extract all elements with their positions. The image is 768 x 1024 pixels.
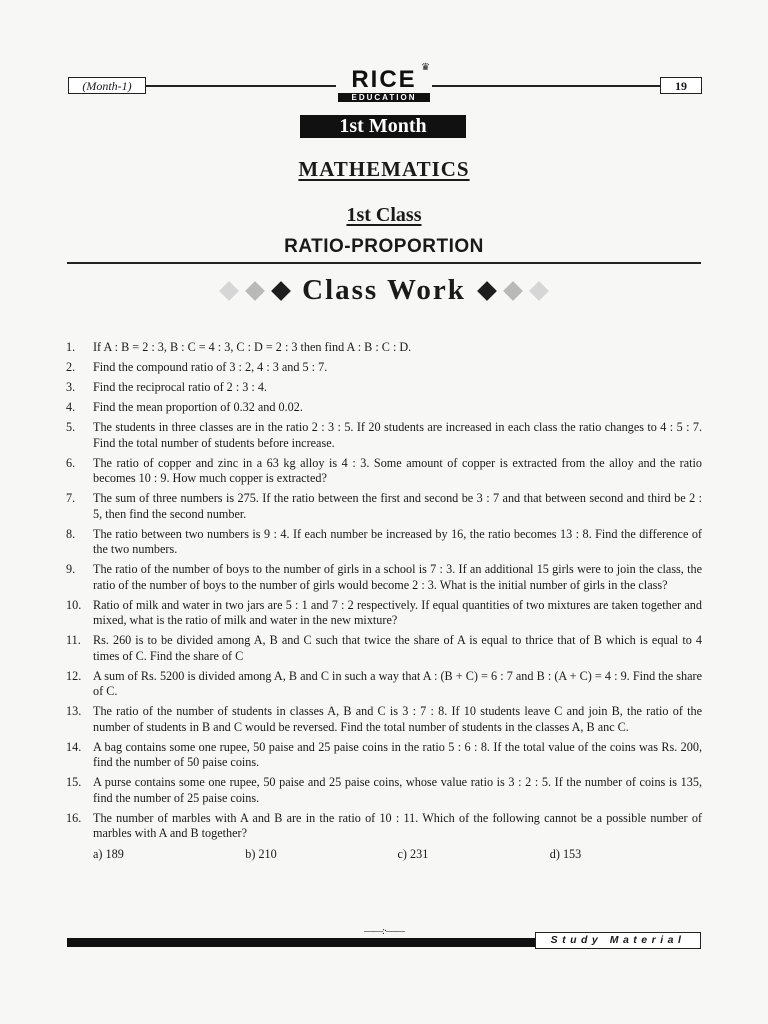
question-item bbox=[66, 562, 702, 593]
question-number: 11. bbox=[66, 633, 81, 647]
subject-title bbox=[0, 157, 768, 182]
question-item bbox=[66, 456, 702, 487]
question-number: 2. bbox=[66, 360, 76, 374]
question-item bbox=[66, 400, 702, 416]
class-work-heading bbox=[0, 274, 768, 310]
question-number: 6. bbox=[66, 455, 76, 470]
question-text: Find the mean proportion of 0.32 and 0.02. bbox=[93, 400, 303, 414]
diamond-icon bbox=[477, 281, 497, 301]
diamond-icon bbox=[245, 281, 265, 301]
question-text: If A : B = 2 : 3, B : C = 4 : 3, C : D = 2 : 3 then find A : B : C : D. bbox=[93, 340, 412, 354]
question-number: 8. bbox=[66, 526, 76, 541]
question-text: Find the reciprocal ratio of 2 : 3 : 4. bbox=[93, 380, 267, 394]
month-badge: 1st Month bbox=[300, 115, 466, 138]
question-item bbox=[66, 633, 702, 664]
question-item bbox=[66, 704, 702, 735]
rice-logo bbox=[334, 62, 434, 104]
question-number: 16. bbox=[66, 810, 82, 825]
question-number: 10. bbox=[66, 597, 82, 612]
question-item bbox=[66, 527, 702, 558]
option-a: a) 189 bbox=[93, 847, 124, 861]
diamond-icon bbox=[219, 281, 239, 301]
question-text: The ratio of the number of boys to the number of girls in a school is 7 : 3. If an additional 15 girls were to join the class, the ratio of the number of boys to the number of girls would become 2 : 3. What is the initial number of girls in the class? bbox=[93, 562, 702, 592]
diamond-icon bbox=[271, 281, 291, 301]
question-text: Find the compound ratio of 3 : 2, 4 : 3 and 5 : 7. bbox=[93, 360, 328, 374]
option-c: c) 231 bbox=[397, 847, 429, 861]
question-item bbox=[66, 740, 702, 771]
question-text: The sum of three numbers is 275. If the ratio between the first and second be 3 : 7 and that between second and third be 2 : 5, then find the second number. bbox=[93, 491, 702, 521]
footer-bar bbox=[67, 938, 535, 947]
title-divider bbox=[67, 262, 701, 264]
question-number: 12. bbox=[66, 668, 82, 683]
option-b: b) 210 bbox=[245, 847, 277, 861]
question-item bbox=[66, 811, 702, 842]
question-text: A bag contains some one rupee, 50 paise and 25 paise coins in the ratio 5 : 6 : 8. If the total value of the coins was Rs. 200, find the number of 50 paise coins. bbox=[93, 739, 702, 769]
option-d: d) 153 bbox=[549, 847, 582, 861]
header-rule-left bbox=[146, 85, 336, 87]
question-item bbox=[66, 380, 702, 396]
question-item bbox=[66, 340, 702, 356]
section-title: Class Work bbox=[302, 274, 466, 306]
logo-main-text: RICE bbox=[351, 66, 417, 93]
header-rule-right bbox=[432, 85, 660, 87]
question-item bbox=[66, 775, 702, 806]
question-item bbox=[66, 598, 702, 629]
question-item bbox=[66, 360, 702, 376]
question-number: 14. bbox=[66, 739, 82, 754]
question-text: The ratio of copper and zinc in a 63 kg alloy is 4 : 3. Some amount of copper is extracted from the alloy and the ratio becomes 10 : 9. How much copper is extracted? bbox=[93, 455, 702, 485]
question-item bbox=[66, 491, 702, 522]
diamond-icon bbox=[503, 281, 523, 301]
class-title bbox=[0, 204, 768, 227]
question-number: 7. bbox=[66, 491, 76, 505]
question-number: 13. bbox=[66, 704, 82, 718]
footer-label: Study Material bbox=[535, 932, 701, 949]
question-text: The ratio of the number of students in classes A, B and C is 3 : 7 : 8. If 10 students leave C and join B, the ratio of the number of students in B and C would be reversed. Find the total number of students in the classes A, B anc C. bbox=[93, 704, 702, 734]
answer-options bbox=[66, 846, 702, 862]
footer-mark: ——:·—— bbox=[363, 926, 405, 937]
question-text: A sum of Rs. 5200 is divided among A, B and C in such a way that A : (B + C) = 6 : 7 and B : (A + C) = 4 : 9. Find the share of C. bbox=[93, 668, 702, 698]
class-title-text: 1st Class bbox=[346, 204, 422, 226]
question-text: The ratio between two numbers is 9 : 4. If each number be increased by 16, the ratio becomes 13 : 8. Find the difference of the two numbers. bbox=[93, 526, 702, 556]
question-number: 15. bbox=[66, 775, 82, 789]
question-number: 9. bbox=[66, 562, 76, 576]
topic-title: RATIO-PROPORTION bbox=[284, 236, 484, 257]
question-item bbox=[66, 420, 702, 451]
crown-icon: ♛ bbox=[421, 62, 430, 73]
question-text: Rs. 260 is to be divided among A, B and C such that twice the share of A is equal to thrice that of B which is equal to 4 times of C. Find the share of C bbox=[93, 633, 702, 663]
question-item bbox=[66, 669, 702, 700]
question-list bbox=[66, 340, 702, 862]
question-number: 5. bbox=[66, 420, 76, 434]
month-label: (Month-1) bbox=[68, 77, 146, 94]
question-text: The students in three classes are in the ratio 2 : 3 : 5. If 20 students are increased in each class the ratio changes to 4 : 5 : 7. Find the total number of students before increase. bbox=[93, 420, 702, 450]
question-text: A purse contains some one rupee, 50 paise and 25 paise coins, whose value ratio is 3 : 2 : 5. If the number of coins is 135, find the number of 25 paise coins. bbox=[93, 775, 702, 805]
logo-sub-text: EDUCATION bbox=[338, 93, 430, 102]
diamond-icon bbox=[529, 281, 549, 301]
question-number: 3. bbox=[66, 380, 76, 394]
page-number: 19 bbox=[660, 77, 702, 94]
question-number: 4. bbox=[66, 400, 76, 414]
question-text: Ratio of milk and water in two jars are 5 : 1 and 7 : 2 respectively. If equal quantities of two mixtures are taken together and mixed, what is the ratio of milk and water in the new mixture? bbox=[93, 597, 702, 627]
question-number: 1. bbox=[66, 340, 76, 354]
question-text: The number of marbles with A and B are in the ratio of 10 : 11. Which of the following cannot be a possible number of marbles with A and B together? bbox=[93, 810, 702, 840]
subject-text: MATHEMATICS bbox=[298, 157, 470, 181]
